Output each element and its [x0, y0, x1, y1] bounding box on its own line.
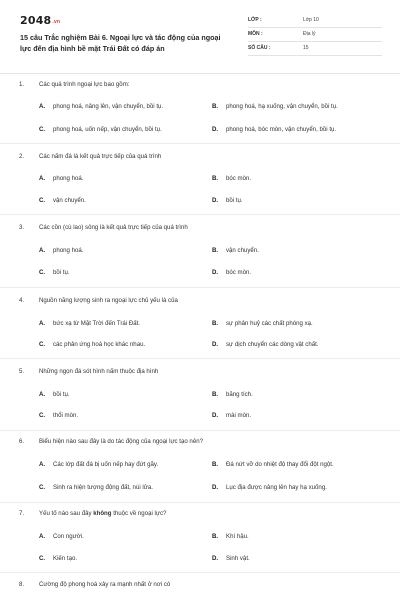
- option-d[interactable]: D. sự dịch chuyển các dòng vật chất.: [212, 341, 319, 348]
- option-a[interactable]: A. bồi tụ.: [39, 391, 70, 398]
- question-text: Nguồn năng lượng sinh ra ngoại lực chủ yếu là của: [39, 297, 178, 304]
- option-c[interactable]: C. bồi tụ.: [39, 269, 70, 276]
- question-number: 5.: [19, 368, 25, 375]
- option-a[interactable]: A. Các lớp đất đá bị uốn nếp hay đứt gãy.: [39, 461, 159, 468]
- question-text: Cường độ phong hoá xảy ra mạnh nhất ở nơi có: [39, 581, 171, 588]
- question-text: Những ngọn đá sót hình nấm thuộc địa hình: [39, 368, 159, 375]
- question-number: 1.: [19, 81, 25, 88]
- option-b[interactable]: B. sự phân huỷ các chất phóng xạ.: [212, 320, 313, 327]
- meta-label: LỚP :: [248, 17, 262, 23]
- option-d[interactable]: D. phong hoá, bóc mòn, vận chuyển, bồi tụ.: [212, 126, 337, 133]
- option-b[interactable]: B. Đá nứt vỡ do nhiệt độ thay đổi đột ngột.: [212, 461, 334, 468]
- question-number: 4.: [19, 297, 25, 304]
- option-a[interactable]: A. bức xạ từ Mặt Trời đến Trái Đất.: [39, 320, 140, 327]
- option-b[interactable]: B. băng tích.: [212, 391, 253, 398]
- emphasis-text: không: [93, 510, 112, 517]
- question-text: Các quá trình ngoại lực bao gồm:: [39, 81, 130, 88]
- site-logo[interactable]: [20, 14, 60, 27]
- question-text: Các cồn (cù lao) sông là kết quả trực tiếp của quá trình: [39, 224, 188, 231]
- option-a[interactable]: A. phong hoá, nâng lên, vận chuyển, bồi tụ.: [39, 103, 164, 110]
- meta-value: Địa lý: [303, 31, 316, 37]
- question-number: 7.: [19, 510, 25, 517]
- question-number: 6.: [19, 438, 25, 445]
- question-divider: [0, 358, 400, 359]
- meta-value: Lớp 10: [303, 17, 319, 23]
- logo-number: 2048: [20, 14, 52, 27]
- logo-tld: .vn: [52, 19, 61, 25]
- question-text: Các nấm đá là kết quả trực tiếp của quá trình: [39, 153, 162, 160]
- meta-row-subject: [248, 28, 382, 42]
- option-a[interactable]: A. phong hoá.: [39, 247, 84, 254]
- question-divider: [0, 502, 400, 503]
- option-c[interactable]: C. Sinh ra hiện tượng động đất, núi lửa.: [39, 484, 153, 491]
- question-number: 2.: [19, 153, 25, 160]
- question-divider: [0, 430, 400, 431]
- header-divider: [0, 73, 400, 74]
- option-a[interactable]: A. Con người.: [39, 533, 84, 540]
- option-c[interactable]: C. phong hoá, uốn nếp, vận chuyển, bồi tụ.: [39, 126, 162, 133]
- option-c[interactable]: C. Kiến tạo.: [39, 555, 78, 562]
- option-b[interactable]: B. phong hoá, hạ xuống, vận chuyển, bồi tụ.: [212, 103, 338, 110]
- option-c[interactable]: C. vận chuyển.: [39, 197, 86, 204]
- question-number: 8.: [19, 581, 25, 588]
- option-b[interactable]: B. Khí hậu.: [212, 533, 249, 540]
- question-divider: [0, 143, 400, 144]
- meta-label: MÔN :: [248, 31, 263, 37]
- meta-row-class: [248, 14, 382, 28]
- meta-value: 15: [303, 45, 309, 51]
- document-title: 15 câu Trắc nghiệm Bài 6. Ngoại lực và tác động của ngoại lực đến địa hình bề mặt Trái Đất có đáp án: [20, 33, 221, 53]
- document-header: [20, 14, 382, 64]
- question-divider: [0, 287, 400, 288]
- option-d[interactable]: D. mài mòn.: [212, 412, 252, 419]
- option-b[interactable]: B. vận chuyển.: [212, 247, 259, 254]
- option-a[interactable]: A. phong hoá.: [39, 175, 84, 182]
- option-d[interactable]: D. bóc mòn.: [212, 269, 252, 276]
- option-b[interactable]: B. bóc mòn.: [212, 175, 252, 182]
- option-c[interactable]: C. các phản ứng hoá học khác nhau.: [39, 341, 146, 348]
- meta-label: SỐ CÂU :: [248, 45, 271, 51]
- option-d[interactable]: D. Sinh vật.: [212, 555, 250, 562]
- question-number: 3.: [19, 224, 25, 231]
- option-c[interactable]: C. thổi mòn.: [39, 412, 79, 419]
- question-divider: [0, 214, 400, 215]
- question-divider: [0, 572, 400, 573]
- question-text: Yếu tố nào sau đây không thuộc về ngoại lực?: [39, 510, 167, 517]
- question-text: Biểu hiện nào sau đây là do tác động của ngoại lực tạo nên?: [39, 438, 203, 445]
- meta-table: [248, 14, 382, 56]
- option-d[interactable]: D. bồi tụ.: [212, 197, 243, 204]
- option-d[interactable]: D. Lục địa được nâng lên hay hạ xuống.: [212, 484, 327, 491]
- meta-row-count: [248, 42, 382, 56]
